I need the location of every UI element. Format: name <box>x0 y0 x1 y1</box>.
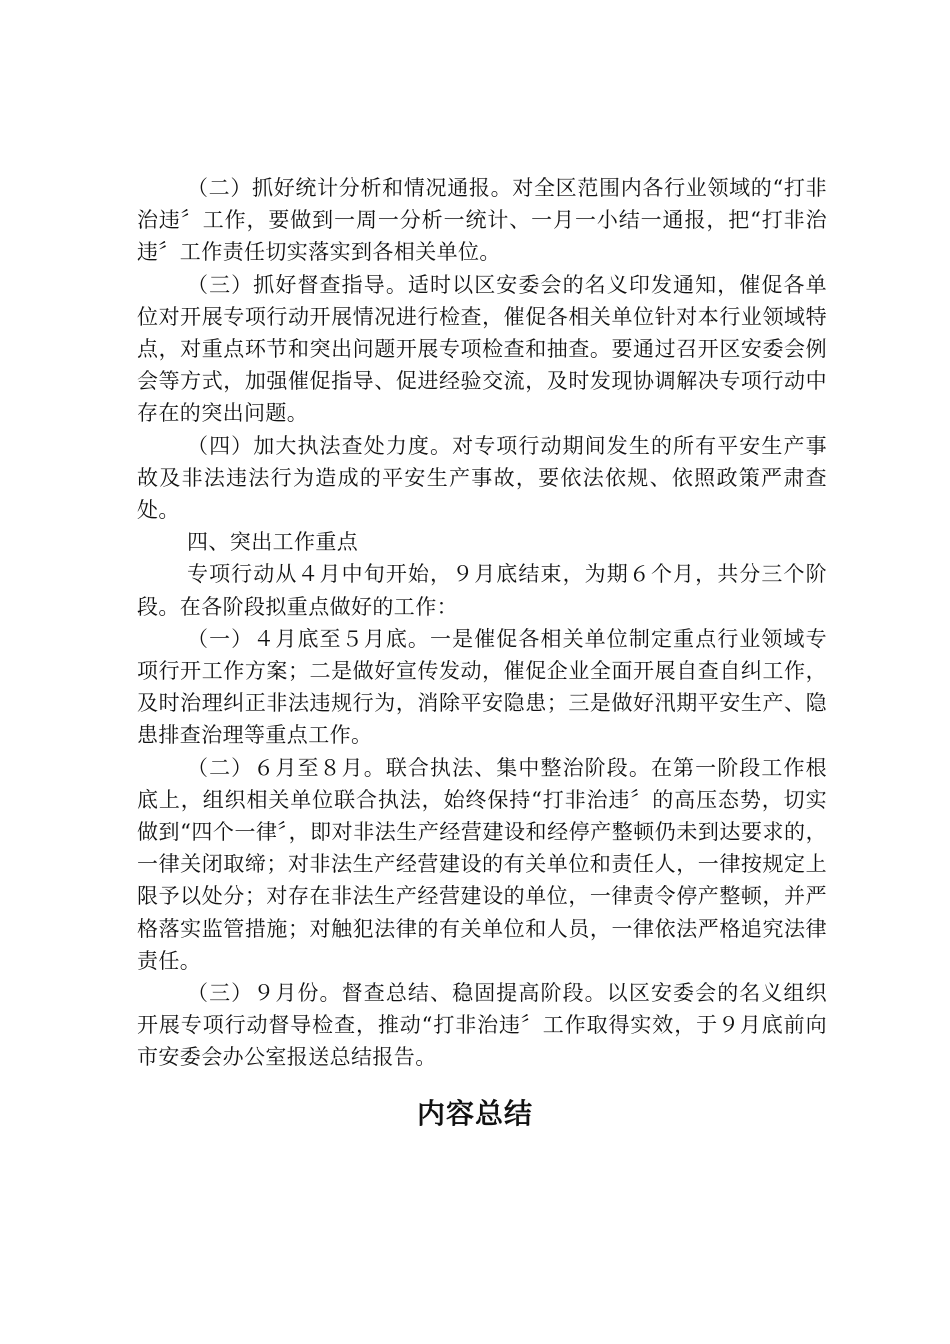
paragraph-stats-reporting: （二）抓好统计分析和情况通报。对全区范围内各行业领域的“打非治违〞工作，要做到一周一分析一统计、一月一小结一通报，把“打非治违〞工作责任切实落实到各相关单位。 <box>137 176 827 265</box>
section-heading-key-work: 四、突出工作重点 <box>187 530 359 555</box>
paragraph-schedule-overview: 专项行动从４月中旬开始，９月底结束，为期６个月，共分三个阶段。在各阶段拟重点做好的工作： <box>137 562 827 619</box>
paragraph-phase-three: （三）９月份。督查总结、稳固提高阶段。以区安委会的名义组织开展专项行动督导检查，推动“打非治违〞工作取得实效，于９月底前向市安委会办公室报送总结报告。 <box>137 981 827 1070</box>
summary-title: 内容总结 <box>416 1097 533 1130</box>
paragraph-phase-one: （一）４月底至５月底。一是催促各相关单位制定重点行业领域专项行开工作方案；二是做好宣传发动，催促企业全面开展自查自纠工作，及时治理纠正非法违规行为，消除平安隐患；三是做好汛期平安生产、隐患排查治理等重点工作。 <box>137 626 827 748</box>
paragraph-supervision-guidance: （三）抓好督查指导。适时以区安委会的名义印发通知，催促各单位对开展专项行动开展情况进行检查，催促各相关单位针对本行业领域特点，对重点环节和突出问题开展专项检查和抽查。要通过召开区安委会例会等方式，加强催促指导、促进经验交流，及时发现协调解决专项行动中存在的突出问题。 <box>137 272 827 426</box>
paragraph-enforcement: （四）加大执法查处力度。对专项行动期间发生的所有平安生产事故及非法违法行为造成的平安生产事故，要依法依规、依照政策严肃查处。 <box>137 433 827 523</box>
document-body <box>137 172 827 1074</box>
paragraph-phase-two: （二）６月至８月。联合执法、集中整治阶段。在第一阶段工作根底上，组织相关单位联合执法，始终保持“打非治违〞的高压态势，切实做到“四个一律〞，即对非法生产经营建设和经停产整顿仍未到达要求的，一律关闭取缔；对非法生产经营建设的有关单位和责任人，一律按规定上限予以处分；对存在非法生产经营建设的单位，一律责令停产整顿，并严格落实监管措施；对触犯法律的有关单位和人员，一律依法严格追究法律责任。 <box>137 755 827 973</box>
